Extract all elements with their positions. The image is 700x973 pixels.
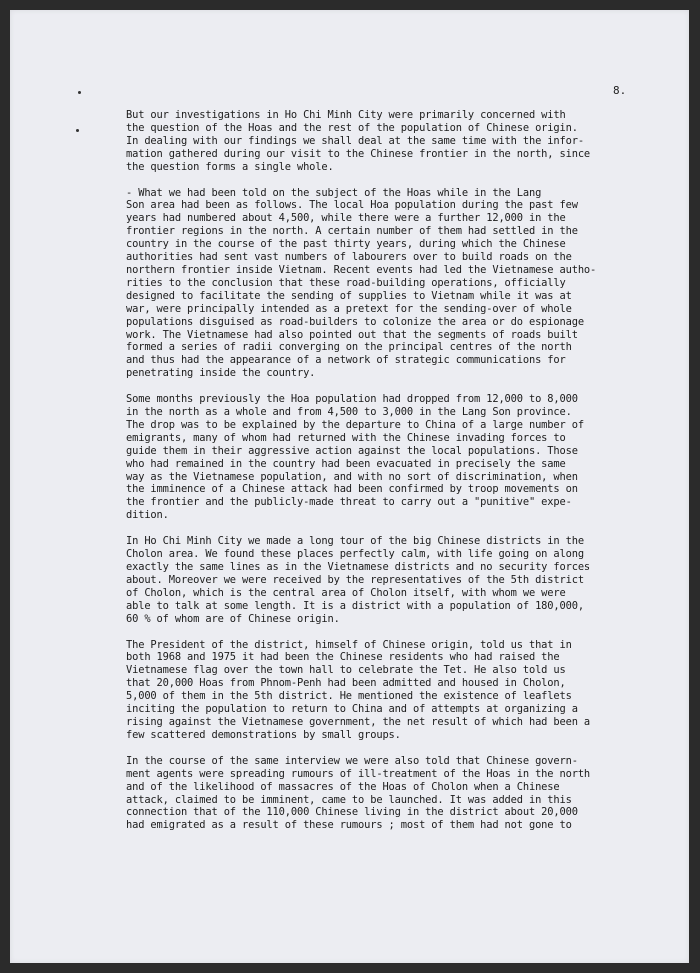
punch-mark	[76, 129, 79, 132]
punch-mark	[78, 91, 81, 94]
document-page	[10, 10, 689, 963]
paragraph-2: - What we had been told on the subject of the Hoas while in the Lang Son area had been as follows. The local Hoa population during the past few years had numbered about 4,500, while there were a further 12,000 in the frontier regions in the north. A certain number of them had settled in the country in the course of the past thirty years, during which the Chinese authorities had sent vast numbers of labourers over to build roads on the northern frontier inside Vietnam. Recent events had led the Vietnamese autho- rities to the conclusion that these road-building operations, officially designed to facilitate the sending of supplies to Vietnam while it was at war, were principally intended as a pretext for the sending-over of whole populations disguised as road-builders to colonize the area or do espionage work. The Vietnamese had also pointed out that the segments of roads built formed a series of radii converging on the principal centres of the north and thus had the appearance of a network of strategic communications for penetrating inside the country.	[126, 186, 597, 380]
paragraph-3: Some months previously the Hoa population had dropped from 12,000 to 8,000 in the north as a whole and from 4,500 to 3,000 in the Lang Son province. The drop was to be explained by the departure to China of a large number of emigrants, many of whom had returned with the Chinese invading forces to guide them in their aggressive action against the local populations. Those who had remained in the country had been evacuated in precisely the same way as the Vietnamese population, and with no sort of discrimination, when the imminence of a Chinese attack had been confirmed by troop movements on the frontier and the publicly-made threat to carry out a "punitive" expe- dition.	[126, 393, 584, 522]
page-number: 8.	[613, 84, 627, 97]
paragraph-4: In Ho Chi Minh City we made a long tour of the big Chinese districts in the Cholon area. We found these places perfectly calm, with life going on along exactly the same lines as in the Vietnamese districts and no security forces about. Moreover we were received by the representatives of the 5th district of Cholon, which is the central area of Cholon itself, with whom we were able to talk at some length. It is a district with a population of 180,000, 60 % of whom are of Chinese origin.	[126, 535, 591, 625]
paragraph-1: But our investigations in Ho Chi Minh City were primarily concerned with the question of the Hoas and the rest of the population of Chinese origin. In dealing with our findings we shall deal at the same time with the infor- mation gathered during our visit to the Chinese frontier in the north, since the question forms a single whole.	[126, 109, 591, 173]
paragraph-6: In the course of the same interview we were also told that Chinese govern- ment agents were spreading rumours of ill-treatment of the Hoas in the north and of the likelihood of massacres of the Hoas of Cholon when a Chinese attack, claimed to be imminent, came to be launched. It was added in this connection that of the 110,000 Chinese living in the district about 20,000 had emigrated as a result of these rumours ; most of them had not gone to	[126, 754, 591, 832]
paragraph-5: The President of the district, himself of Chinese origin, told us that in both 1968 and 1975 it had been the Chinese residents who had raised the Vietnamese flag over the town hall to celebrate the Tet. He also told us that 20,000 Hoas from Phnom-Penh had been admitted and housed in Cholon, 5,000 of them in the 5th district. He mentioned the existence of leaflets inciting the population to return to China and of attempts at organizing a rising against the Vietnamese government, the net result of which had been a few scattered demonstrations by small groups.	[126, 638, 591, 741]
body-text	[126, 109, 658, 845]
